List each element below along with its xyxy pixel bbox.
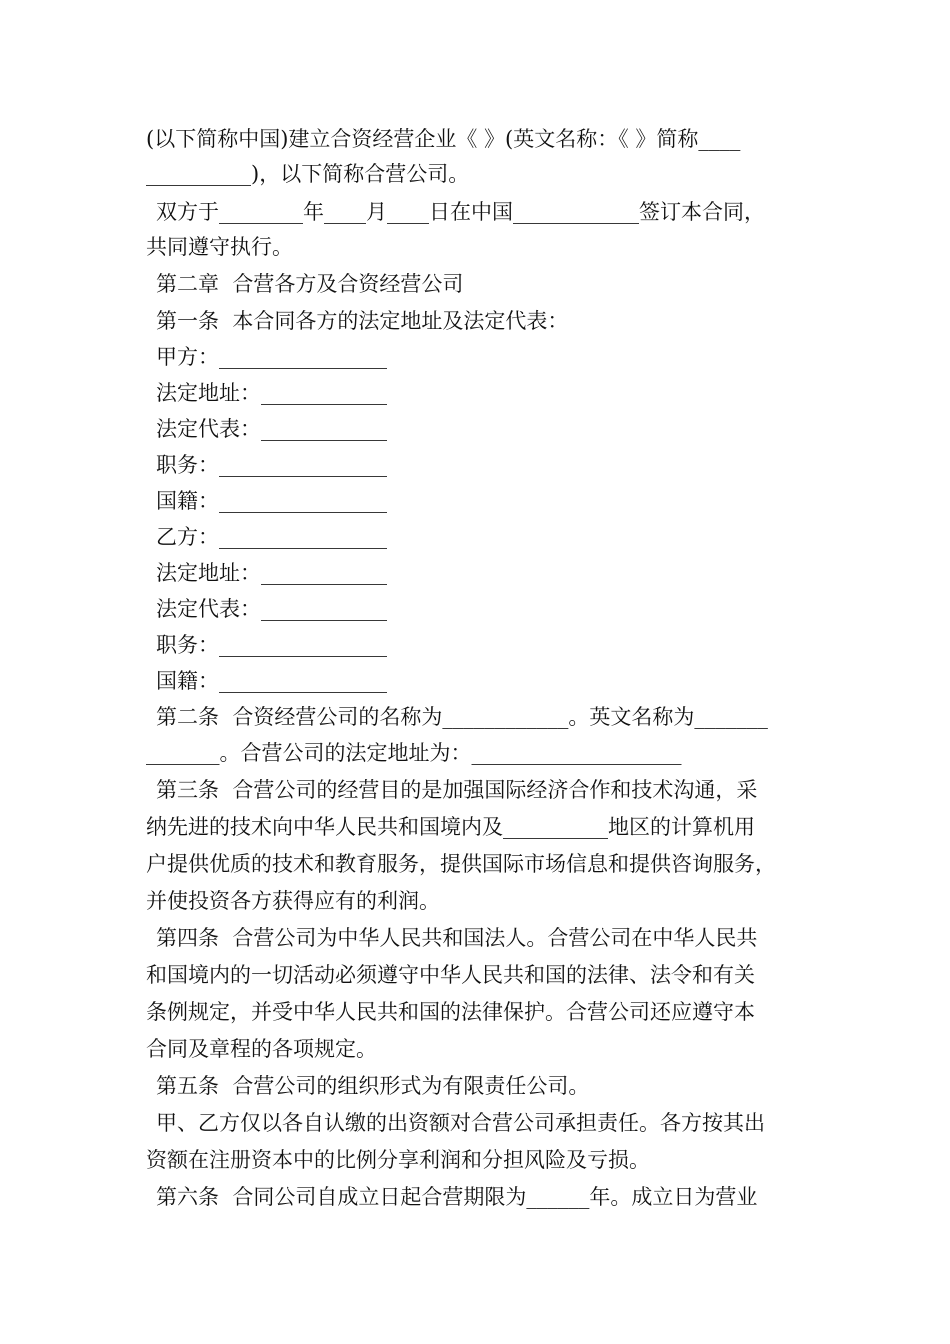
text-line: 和国境内的一切活动必须遵守中华人民共和国的法律、法令和有关 [146,963,755,987]
article-heading: 第一条 本合同各方的法定地址及法定代表： [156,309,569,333]
text-line: 第四条 合营公司为中华人民共和国法人。合营公司在中华人民共 [156,926,758,950]
form-field-position: 职务：________________ [156,633,387,657]
text-line: _______。合营公司的法定地址为：____________________ [146,741,682,765]
text-line: 甲、乙方仅以各自认缴的出资额对合营公司承担责任。各方按其出 [156,1111,765,1135]
form-field-legal-address: 法定地址：____________ [156,561,387,585]
text-line: 合同及章程的各项规定。 [146,1037,377,1061]
text-line: (以下简称中国)建立合资经营企业《 》(英文名称：《 》简称____ [146,127,741,151]
form-field-party-b: 乙方：________________ [156,525,387,549]
form-field-legal-representative: 法定代表：____________ [156,597,387,621]
text-line: 双方于________年____月____日在中国____________签订本合同， [156,200,765,224]
chapter-heading: 第二章 合营各方及合资经营公司 [156,272,464,296]
form-field-party-a: 甲方：________________ [156,345,387,369]
form-field-nationality: 国籍：________________ [156,489,387,513]
form-field-nationality: 国籍：________________ [156,669,387,693]
form-field-legal-address: 法定地址：____________ [156,381,387,405]
text-line: 纳先进的技术向中华人民共和国境内及__________地区的计算机用 [146,815,755,839]
text-line: 户提供优质的技术和教育服务，提供国际市场信息和提供咨询服务， [146,852,776,876]
text-line: 共同遵守执行。 [146,235,293,259]
text-line: 第六条 合同公司自成立日起合营期限为______年。成立日为营业 [156,1185,758,1209]
text-line: __________)，以下简称合营公司。 [146,162,470,186]
form-field-position: 职务：________________ [156,453,387,477]
text-line: 第五条 合营公司的组织形式为有限责任公司。 [156,1074,590,1098]
text-line: 第二条 合资经营公司的名称为____________。英文名称为_______ [156,705,768,729]
text-line: 第三条 合营公司的经营目的是加强国际经济合作和技术沟通，采 [156,778,758,802]
text-line: 条例规定，并受中华人民共和国的法律保护。合营公司还应遵守本 [146,1000,755,1024]
text-line: 资额在注册资本中的比例分享利润和分担风险及亏损。 [146,1148,650,1172]
text-line: 并使投资各方获得应有的利润。 [146,889,440,913]
form-field-legal-representative: 法定代表：____________ [156,417,387,441]
